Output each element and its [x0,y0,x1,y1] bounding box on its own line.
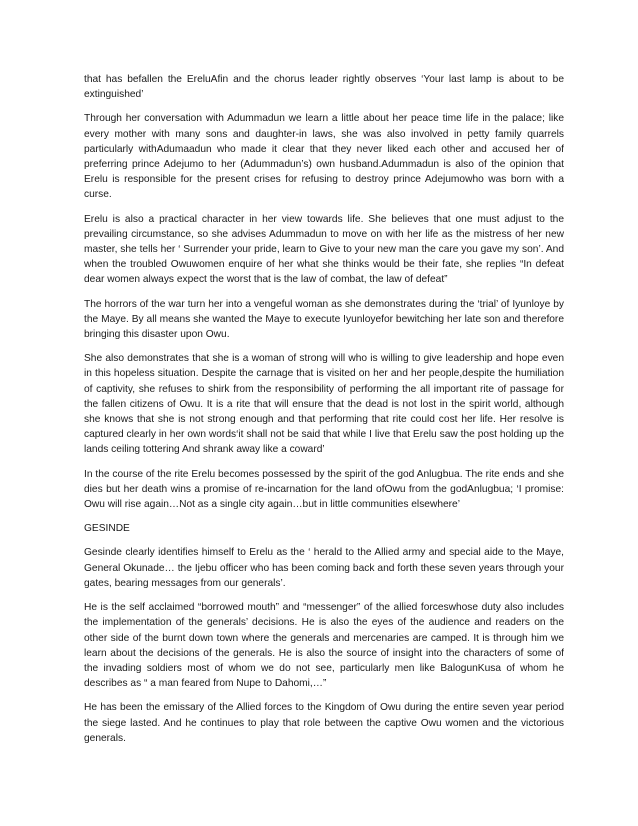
paragraph-erelu-lamp: that has befallen the EreluAfin and the chorus leader rightly observes ‘Your last lamp is about to be extinguished’ [84,74,564,101]
paragraph-emissary: He has been the emissary of the Allied forces to the Kingdom of Owu during the entire seven year period the siege lasted. And he continues to play that role between the captive Owu women and the victorious generals. [84,702,564,744]
paragraph-rite-anlugbua: In the course of the rite Erelu becomes possessed by the spirit of the god Anlugbua. The rite ends and she dies but her death wins a promise of re-incarnation for the land ofOwu from the godAnlugbua; ‘I promise: Owu will rise again…Not as a single city again…but in little communities elsewhere’ [84,468,564,511]
section-heading-gesinde: GESINDE [84,523,130,535]
paragraph-gesinde-identity: Gesinde clearly identifies himself to Erelu as the ‘ herald to the Allied army and special aide to the Maye, General Okunade… the Ijebu officer who has been coming back and forth these seven years through your gates, bearing messages from our generals’. [84,547,564,589]
paragraph-borrowed-mouth: He is the self acclaimed “borrowed mouth” and “messenger” of the allied forceswhose duty also includes the implementation of the generals’ decisions. He is also the eyes of the audience and readers on the other side of the burnt down town where the generals and mercenaries are camped. It is through him we learn about the decisions of the generals. He is also the source of insight into the characters of some of the invading soldiers most of whom we do not see, particularly men like BalogunKusa of whom he describes as “ a man feared from Nupe to Dahomi,…” [84,602,564,690]
paragraph-erelu-practical: Erelu is also a practical character in her view towards life. She believes that one must adjust to the prevailing circumstance, so she advises Adummadun to move on with her life as the mistress of her new master, she tells her ‘ Surrender your pride, learn to Give to your new man the care you gave my son’. And when the troubled Owuwomen enquire of her what she thinks would be their fate, she replies “In defeat dear women always expect the worst that is the law of combat, the law of defeat” [84,213,564,286]
paragraph-war-horrors: The horrors of the war turn her into a vengeful woman as she demonstrates during the ‘trial’ of Iyunloye by the Maye. By all means she wanted the Maye to execute Iyunloyefor bewitching her late son and therefore bringing this disaster upon Owu. [84,298,564,341]
paragraph-strong-will: She also demonstrates that she is a woman of strong will who is willing to give leadership and hope even in this hopeless situation. Despite the carnage that is visited on her and her people,despite the humiliation of captivity, she refuses to shirk from the responsibility of performing the all important rite of passage for the fallen citizens of Owu. It is a rite that will ensure that the dead is not lost in the spirit world, although she knows that she is not strong enough and that performing that rite could cost her life. Her resolve is captured clearly in her own words‘it shall not be said that while I live that Erelu saw the post holding up the lands ceiling tottering And shrank away like a coward’ [84,353,564,456]
paragraph-adummadun-conversation: Through her conversation with Adummadun we learn a little about her peace time life in the palace; like every mother with many sons and daughter-in laws, she was also involved in petty family quarrels particularly withAdumaadun who made it clear that they never liked each other and accused her of preferring prince Adejumo to her (Adummadun’s) own husband.Adummadun is also of the opinion that Erelu is responsible for the present crises for refusing to destroy prince Adejumowho was born with a curse. [84,113,564,201]
document-page [84,72,564,755]
